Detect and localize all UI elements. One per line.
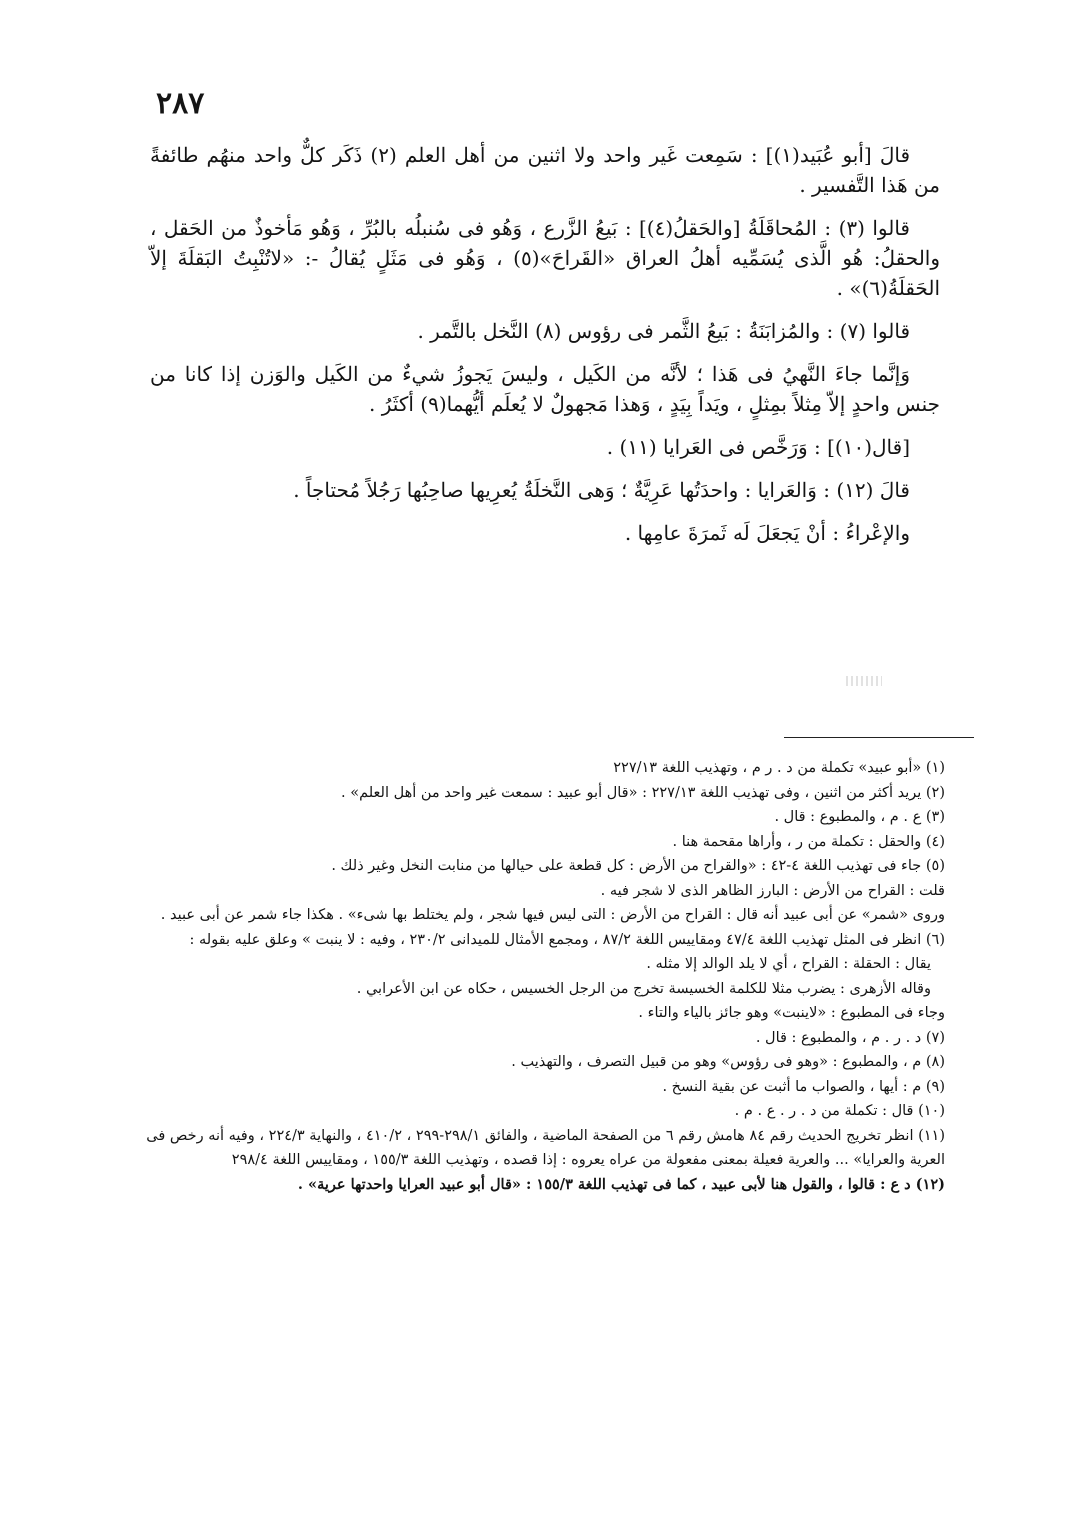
footnote-9: (٩) م : أيها ، والصواب ما أثبت عن بقية النسخ .	[662, 1078, 945, 1095]
footnotes	[120, 756, 945, 1197]
paragraph-araya-definition: قالَ (١٢) : وَالعَرايا : واحدَتُها عَرِيَّةٌ ؛ وَهى النَّخلَةُ يُعرِيها صاحِبُها رَجُلاً مُحتاجاً .	[293, 478, 910, 502]
scan-speck	[846, 676, 882, 686]
footnote-6-note: وجاء فى المطبوع : «لاينبت» وهو جائز بالياء والتاء .	[638, 1005, 945, 1021]
footnote-2: (٢) يريد أكثر من اثنين ، وفى تهذيب اللغة ٢٢٧/١٣ : «قال أبو عبيد : سمعت غير واحد من أهل العلم» .	[341, 784, 945, 801]
paragraph-abu-ubaid: قالَ [أبو عُبَيد(١)] : سَمِعت غَير واحد ولا اثنين من أهل العلم (٢) ذَكَر كلٌّ واحد منهُم طائفةً من هَذا التَّفسير .	[150, 143, 940, 197]
footnote-divider	[784, 737, 974, 738]
paragraph-ieraa: والإعْراءُ : أنْ يَجعَلَ لَه ثَمرَةَ عامِها .	[624, 521, 910, 545]
page-number: ٢٨٧	[156, 86, 205, 121]
footnote-3: (٣) ع . م ، والمطبوع : قال .	[774, 809, 945, 825]
paragraph-nahy: وَإنَّما جاءَ النَّهيُ فى هَذا ؛ لأنَّه من الكَيل ، وليسَ يَجوزُ شيءٌ من الكَيل والوَزن إذا كانا من جنس واحدٍ إلاّ مِثلاً بمِثلٍ ، ويَداً بِيَدٍ ، وَهذا مَجهولٌ لا يُعلَم أيُّهما(٩) أكثَرُ .	[150, 362, 940, 416]
footnote-1: (١) «أبو عبيد» تكملة من د . ر م ، وتهذيب اللغة ٢٢٧/١٣	[613, 760, 945, 776]
footnote-12: (١٢) د ع : قالوا ، والقول هنا لأبى عبيد ، كما فى تهذيب اللغة ١٥٥/٣ : «قال أبو عبيد العرايا واحدتها عرية» .	[297, 1175, 945, 1193]
paragraph-araya-rukhsa: [قال(١٠)] : وَرَخَّص فى العَرايا (١١) .	[606, 435, 910, 459]
footnote-11: (١١) انظر تخريج الحديث رقم ٨٤ هامش رقم ٦ من الصفحة الماضية ، والفائق ٢٩٨/١-٢٩٩ ، ٤١٠/٢ ، والنهاية ٢٢٤/٣ ، وفيه أنه رخص فى العرية والعرايا» ... والعرية فعيلة بمعنى مفعولة من عراه يعروه : إذا قصده ، وتهذيب اللغة ١٥٥/٣ ، ومقاييس اللغة ٢٩٨/٤	[146, 1127, 945, 1168]
footnote-8: (٨) م ، والمطبوع : «وهو فى رؤوس» وهو من قبيل التصرف ، والتهذيب .	[511, 1054, 945, 1070]
footnote-6: (٦) انظر فى المثل تهذيب اللغة ٤٧/٤ ومقاييس اللغة ٨٧/٢ ، ومجمع الأمثال للميدانى ٢٣٠/٢ ، وفيه : لا ينبت » وعلق عليه بقوله :	[189, 931, 945, 948]
footnote-10: (١٠) قال : تكملة من د . ر . ع . م .	[734, 1103, 945, 1119]
footnote-5-note: قلت : القراح من الأرض : البارز الظاهر الذى لا شجر فيه .	[600, 882, 945, 899]
footnote-5: (٥) جاء فى تهذيب اللغة ٤-٤٢ : «والقراح من الأرض : كل قطعة على حيالها من منابت النخل وغير ذلك .	[331, 858, 945, 874]
footnote-4: (٤) والحقل : تكملة من ر ، وأراها مقحمة هنا .	[672, 833, 945, 850]
footnote-6-quote-2: وقاله الأزهرى : يضرب مثلا للكلمة الخسيسة تخرج من الرجل الخسيس ، حكاه عن ابن الأعرابي .	[356, 980, 931, 997]
footnote-6-quote-1: يقال : الحقلة : القراح ، أي لا يلد الوالد إلا مثله .	[646, 956, 931, 972]
footnote-5-riwaya: وروى «شمر» عن أبى عبيد أنه قال : القراح من الأرض : التى ليس فيها شجر ، ولم يختلط بها شىء» . هكذا جاء شمر عن أبى عبيد .	[160, 907, 945, 923]
paragraph-muzabana: قالوا (٧) : والمُزابَنَةُ : بَيعُ الثَّمر فى رؤوس (٨) النَّخل بالتَّمر .	[417, 319, 910, 343]
main-text	[150, 140, 940, 561]
footnote-7: (٧) د . ر . م ، والمطبوع : قال .	[755, 1029, 945, 1046]
paragraph-muhaqala: قالوا (٣) : المُحاقَلَةُ [والحَقلُ(٤)] : بَيعُ الزَّرع ، وَهُو فى سُنبلُه بالبُرِّ ، وَهُو مَأخوذٌ من الحَقل ، والحقلُ: هُو الَّذى يُسَمِّيه أهلُ العراق «القَراحَ»(٥) ، وَهُو فى مَثَلٍ يُقالُ -: «لاتُنْبِتُ البَقلَةَ إلاّ الحَقلَةُ(٦)» .	[150, 216, 941, 300]
